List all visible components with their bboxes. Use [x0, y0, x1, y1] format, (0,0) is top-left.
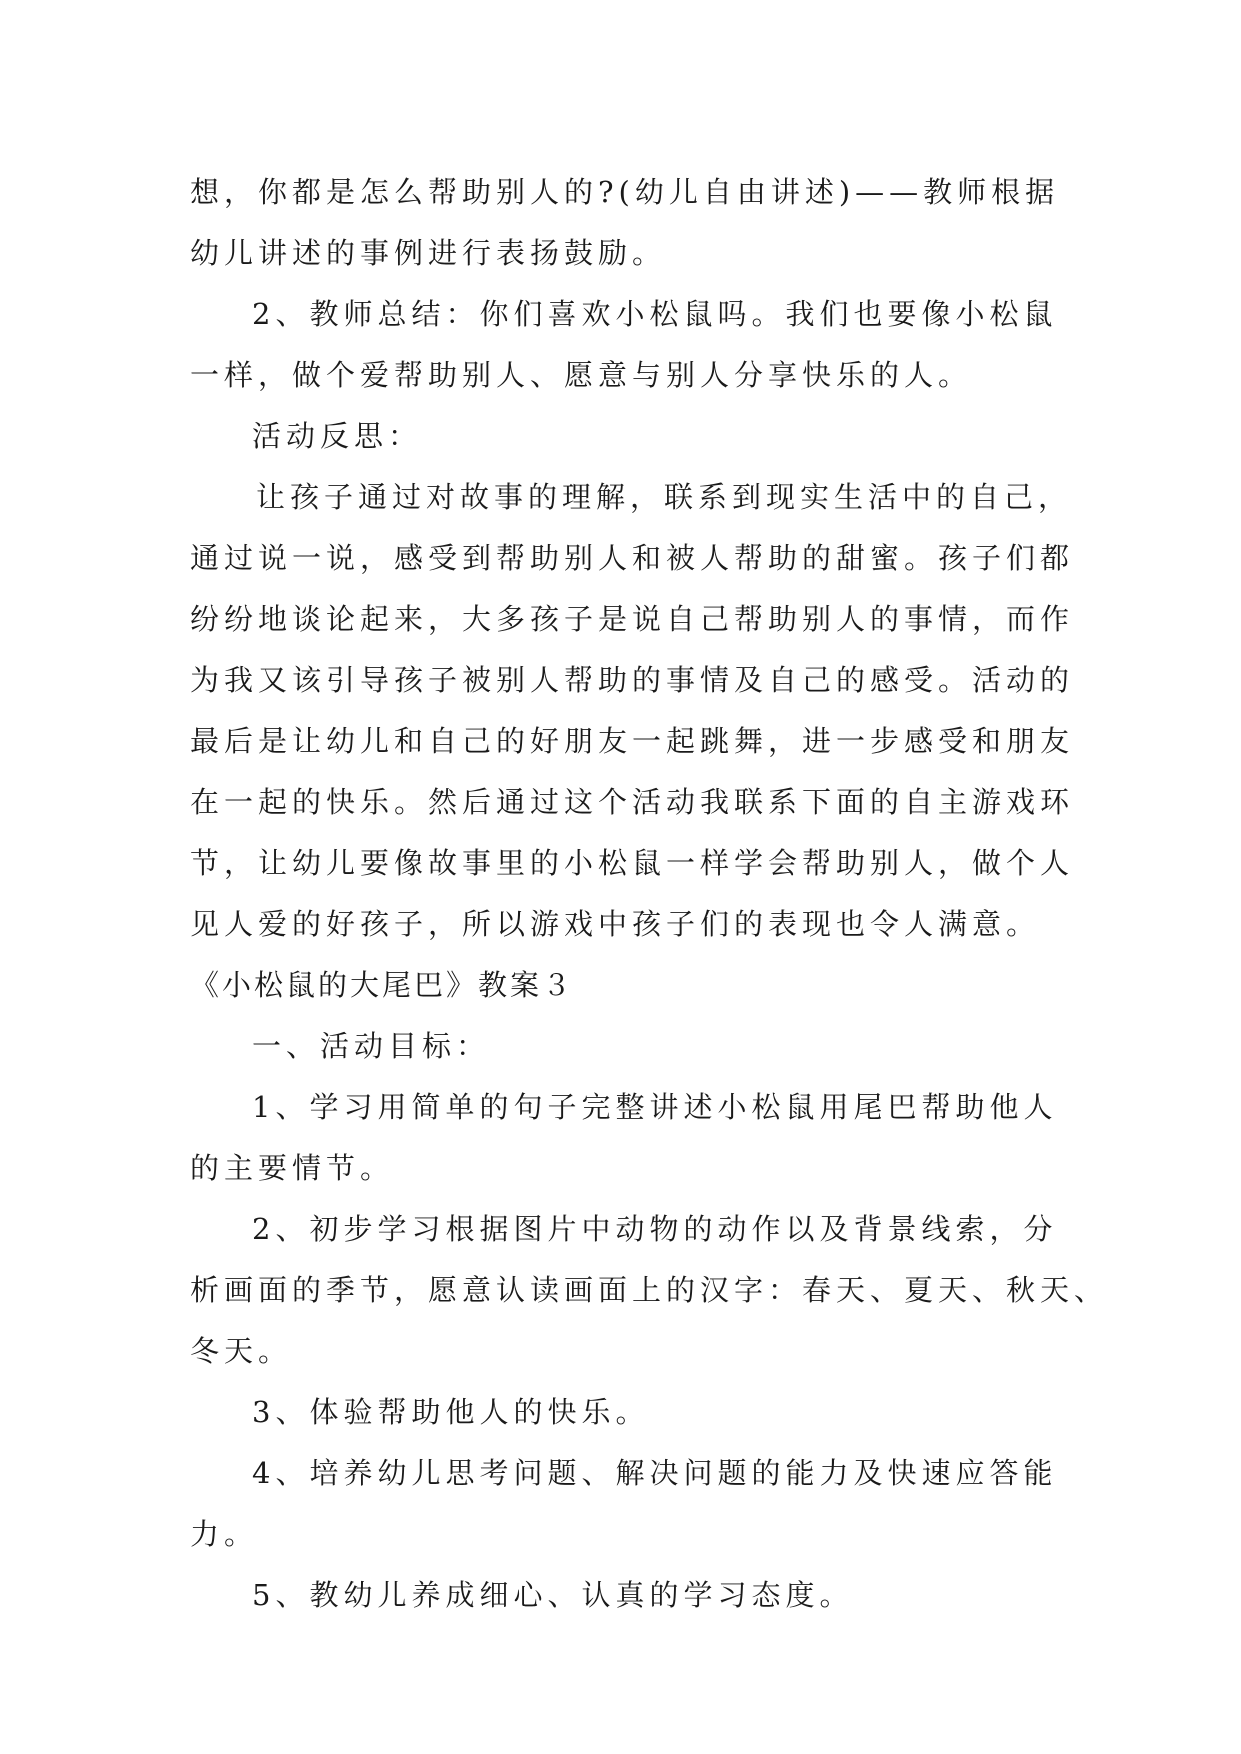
section-heading: 活动反思：: [252, 419, 423, 453]
text-line: 析画面的季节，愿意认读画面上的汉字：春天、夏天、秋天、: [190, 1273, 1109, 1307]
paragraph-goals-heading: [190, 1016, 1050, 1077]
text-line: 节，让幼儿要像故事里的小松鼠一样学会帮助别人，做个人: [190, 846, 1075, 880]
paragraph-reflection-body: [190, 467, 1075, 955]
text-line: 幼儿讲述的事例进行表扬鼓励。: [190, 236, 667, 270]
text-line: 让孩子通过对故事的理解，联系到现实生活中的自己，: [256, 480, 1073, 514]
paragraph-discussion: [190, 162, 1060, 284]
text-line: 5、教幼儿养成细心、认真的学习态度。: [252, 1578, 854, 1612]
text-line: 力。: [190, 1517, 259, 1551]
paragraph-reflection-heading: [190, 406, 1050, 467]
goal-item-3: [190, 1382, 1050, 1443]
text-line: 最后是让幼儿和自己的好朋友一起跳舞，进一步感受和朋友: [190, 724, 1075, 758]
text-line: 2、初步学习根据图片中动物的动作以及背景线索，分: [252, 1212, 1058, 1246]
paragraph-teacher-summary: [190, 284, 1058, 406]
text-line: 1、学习用简单的句子完整讲述小松鼠用尾巴帮助他人: [252, 1090, 1058, 1124]
section-heading: 一、活动目标：: [252, 1029, 491, 1063]
text-line: 通过说一说，感受到帮助别人和被人帮助的甜蜜。孩子们都: [190, 541, 1075, 575]
text-line: 一样，做个爱帮助别人、愿意与别人分享快乐的人。: [190, 358, 973, 392]
goal-item-5: [190, 1565, 1050, 1626]
text-line: 见人爱的好孩子，所以游戏中孩子们的表现也令人满意。: [190, 907, 1041, 941]
document-title: 《小松鼠的大尾巴》教案３: [190, 968, 575, 1002]
text-line: 冬天。: [190, 1334, 293, 1368]
goal-item-4: [190, 1443, 1058, 1565]
text-line: 为我又该引导孩子被别人帮助的事情及自己的感受。活动的: [190, 663, 1075, 697]
text-line: 纷纷地谈论起来，大多孩子是说自己帮助别人的事情，而作: [190, 602, 1075, 636]
goal-item-2: [190, 1199, 1109, 1382]
text-line: 2、教师总结：你们喜欢小松鼠吗。我们也要像小松鼠: [252, 297, 1058, 331]
text-line: 4、培养幼儿思考问题、解决问题的能力及快速应答能: [252, 1456, 1058, 1490]
document-body: [190, 162, 1109, 1626]
text-line: 3、体验帮助他人的快乐。: [252, 1395, 650, 1429]
text-line: 在一起的快乐。然后通过这个活动我联系下面的自主游戏环: [190, 785, 1075, 819]
goal-item-1: [190, 1077, 1058, 1199]
text-line: 想，你都是怎么帮助别人的?(幼儿自由讲述)——教师根据: [190, 175, 1060, 209]
text-line: 的主要情节。: [190, 1151, 395, 1185]
lesson-plan-title: [190, 955, 1050, 1016]
